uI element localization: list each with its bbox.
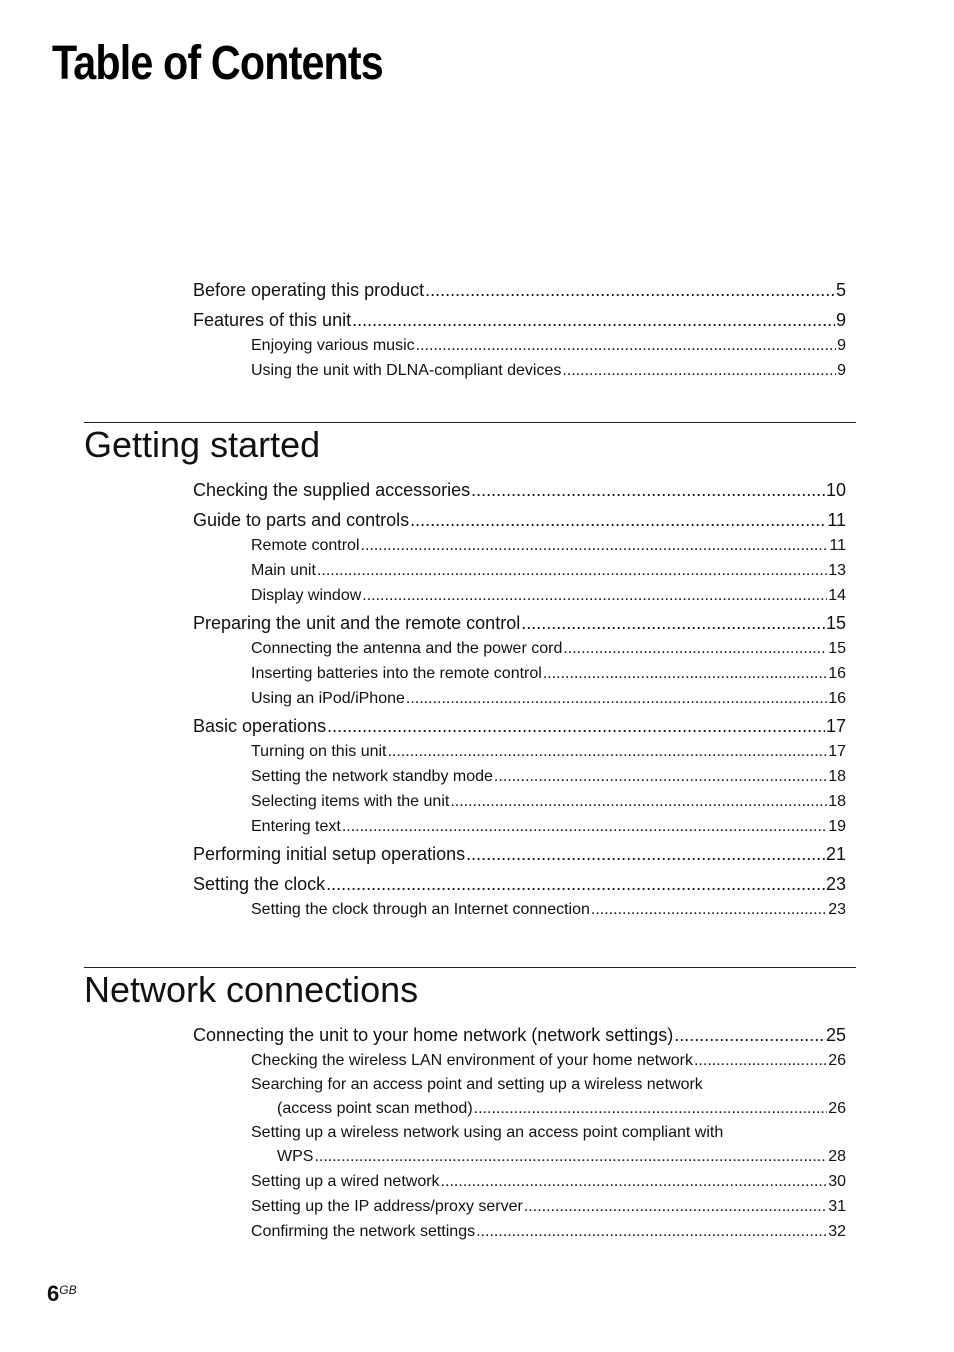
toc-subentry-line1[interactable]: Setting up a wireless network using an access point compliant with	[251, 1124, 724, 1141]
toc-subentry[interactable]	[193, 789, 846, 814]
toc-subentry[interactable]	[193, 636, 846, 661]
toc-entry-label: Inserting batteries into the remote control	[251, 665, 542, 682]
dot-leader	[441, 1169, 828, 1194]
section-heading-network-connections: Network connections	[84, 969, 419, 1010]
dot-leader	[450, 789, 827, 814]
dot-leader	[406, 686, 827, 711]
toc-subentry[interactable]	[193, 1144, 846, 1169]
toc-entry-label: Using the unit with DLNA-compliant devices	[251, 362, 562, 379]
toc-entry[interactable]	[193, 869, 846, 899]
dot-leader	[352, 305, 835, 335]
toc-subentry[interactable]	[193, 814, 846, 839]
toc-subentry[interactable]	[193, 533, 846, 558]
toc-entry-label: Selecting items with the unit	[251, 793, 450, 810]
toc-entry-page: 23	[825, 874, 846, 894]
toc-entry-page: 10	[825, 480, 846, 500]
toc-entry-page: 9	[837, 337, 846, 354]
toc-entry-page: 11	[829, 537, 846, 554]
toc-entry-label: Using an iPod/iPhone	[251, 690, 405, 707]
dot-leader	[425, 275, 835, 305]
toc-entry-label: Checking the wireless LAN environment of your home network	[251, 1052, 693, 1069]
toc-entry[interactable]	[193, 275, 846, 305]
toc-subentry[interactable]	[193, 739, 846, 764]
toc-entry-page: 21	[825, 844, 846, 864]
toc-entry-page: 26	[828, 1100, 846, 1117]
page-number-value: 6	[47, 1281, 60, 1306]
toc-entry-label: Setting the clock through an Internet connection	[251, 901, 590, 918]
toc-subentry[interactable]	[193, 1219, 846, 1244]
toc-entry-page: 13	[828, 562, 846, 579]
toc-entry-label: Features of this unit	[193, 310, 352, 330]
dot-leader	[471, 475, 825, 505]
toc-entry-label: Before operating this product	[193, 280, 425, 300]
dot-leader	[591, 897, 827, 922]
dot-leader	[416, 333, 836, 358]
dot-leader	[521, 608, 825, 638]
toc-entry-page: 15	[825, 613, 846, 633]
page-title: Table of Contents	[52, 37, 383, 90]
toc-entry[interactable]	[193, 711, 846, 741]
toc-entry-label: Preparing the unit and the remote control	[193, 613, 521, 633]
dot-leader	[327, 711, 825, 741]
toc-entry-label: Guide to parts and controls	[193, 510, 410, 530]
dot-leader	[342, 814, 827, 839]
toc-entry-page: 25	[825, 1025, 846, 1045]
toc-entry-page: 26	[828, 1052, 846, 1069]
toc-subentry[interactable]	[193, 764, 846, 789]
toc-entry-label: Enjoying various music	[251, 337, 415, 354]
toc-entry-page: 14	[828, 587, 846, 604]
dot-leader	[694, 1048, 827, 1073]
toc-entry-label: Performing initial setup operations	[193, 844, 466, 864]
dot-leader	[326, 869, 825, 899]
toc-entry-page: 16	[828, 665, 846, 682]
toc-entry-page: 28	[828, 1148, 846, 1165]
page-number	[47, 1281, 77, 1307]
toc-entry-page: 32	[828, 1223, 846, 1240]
toc-entry-label: WPS	[277, 1148, 314, 1165]
toc-subentry[interactable]	[193, 897, 846, 922]
toc-entry-label: (access point scan method)	[277, 1100, 473, 1117]
dot-leader	[387, 739, 827, 764]
toc-subentry[interactable]	[193, 558, 846, 583]
toc-entry-label: Connecting the antenna and the power cord	[251, 640, 563, 657]
toc-entry[interactable]	[193, 505, 846, 535]
dot-leader	[476, 1219, 827, 1244]
toc-intro	[193, 275, 846, 383]
toc-entry-page: 15	[828, 640, 846, 657]
toc-entry-page: 16	[828, 690, 846, 707]
toc-entry-label: Setting up the IP address/proxy server	[251, 1198, 523, 1215]
toc-entry[interactable]	[193, 608, 846, 638]
toc-entry[interactable]	[193, 1020, 846, 1050]
dot-leader	[317, 558, 827, 583]
section-divider	[84, 967, 856, 968]
toc-entry-page: 17	[825, 716, 846, 736]
toc-entry[interactable]	[193, 839, 846, 869]
toc-entry-label: Turning on this unit	[251, 743, 387, 760]
toc-entry-label: Remote control	[251, 537, 360, 554]
toc-entry-label: Setting up a wired network	[251, 1173, 440, 1190]
toc-entry-label: Main unit	[251, 562, 316, 579]
dot-leader	[466, 839, 825, 869]
dot-leader	[474, 1096, 828, 1121]
toc-entry-label: Setting the network standby mode	[251, 768, 493, 785]
toc-entry-page: 18	[828, 793, 846, 810]
toc-network-connections	[193, 1020, 846, 1244]
toc-entry-page: 5	[835, 280, 846, 300]
toc-subentry[interactable]	[193, 358, 846, 383]
toc-entry-page: 9	[835, 310, 846, 330]
toc-subentry[interactable]	[193, 1169, 846, 1194]
toc-entry-label: Connecting the unit to your home network (network settings)	[193, 1025, 674, 1045]
toc-subentry[interactable]	[193, 686, 846, 711]
toc-subentry[interactable]	[193, 1048, 846, 1073]
toc-entry[interactable]	[193, 475, 846, 505]
toc-entry-label: Display window	[251, 587, 362, 604]
dot-leader	[361, 533, 829, 558]
section-divider	[84, 422, 856, 423]
toc-entry-page: 18	[828, 768, 846, 785]
toc-entry-label: Confirming the network settings	[251, 1223, 476, 1240]
dot-leader	[524, 1194, 827, 1219]
dot-leader	[562, 358, 836, 383]
dot-leader	[410, 505, 826, 535]
dot-leader	[314, 1144, 827, 1169]
toc-entry-label: Basic operations	[193, 716, 327, 736]
toc-entry-label: Entering text	[251, 818, 341, 835]
toc-entry-page: 30	[828, 1173, 846, 1190]
page-number-suffix: GB	[59, 1283, 77, 1297]
toc-entry-page: 31	[828, 1198, 846, 1215]
toc-entry-page: 19	[828, 818, 846, 835]
toc-entry-page: 11	[827, 510, 846, 530]
dot-leader	[543, 661, 827, 686]
toc-subentry[interactable]	[193, 1096, 846, 1121]
toc-getting-started	[193, 475, 846, 922]
toc-subentry[interactable]	[193, 1194, 846, 1219]
toc-subentry[interactable]	[193, 333, 846, 358]
toc-entry-label: Checking the supplied accessories	[193, 480, 471, 500]
toc-entry-page: 23	[828, 901, 846, 918]
toc-subentry-line1[interactable]: Searching for an access point and setting up a wireless network	[251, 1076, 703, 1093]
toc-entry[interactable]	[193, 305, 846, 335]
toc-entry-label: Setting the clock	[193, 874, 326, 894]
section-heading-getting-started: Getting started	[84, 424, 321, 465]
dot-leader	[563, 636, 827, 661]
toc-subentry[interactable]	[193, 661, 846, 686]
dot-leader	[494, 764, 827, 789]
dot-leader	[674, 1020, 825, 1050]
toc-subentry[interactable]	[193, 583, 846, 608]
dot-leader	[362, 583, 827, 608]
toc-entry-page: 17	[828, 743, 846, 760]
toc-entry-page: 9	[837, 362, 846, 379]
